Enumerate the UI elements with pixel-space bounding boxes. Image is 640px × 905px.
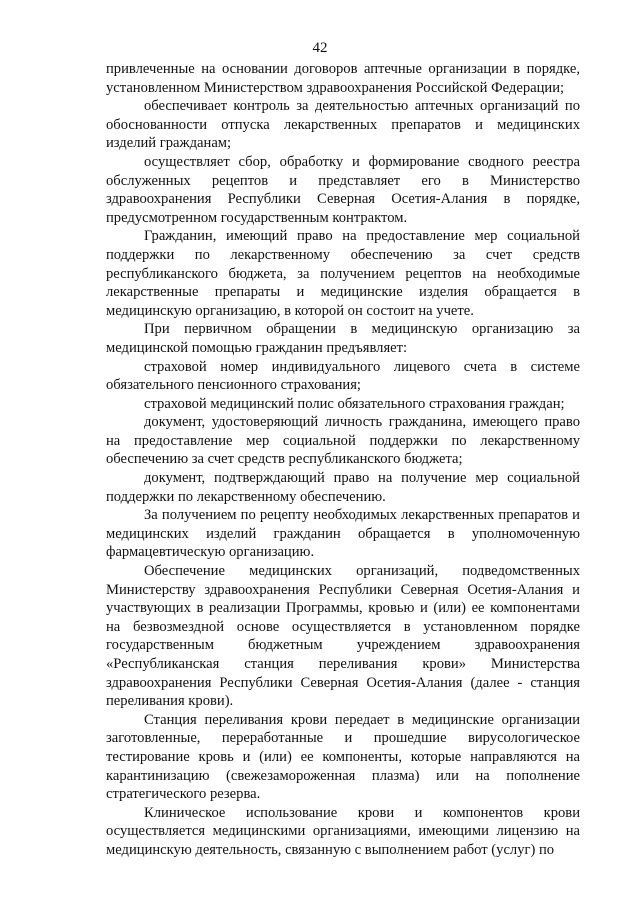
paragraph-blood-station: Станция переливания крови передает в медицинские организации заготовленные, переработанные и прошедшие вирусологическое тестирование кровь и (или) ее компоненты, которые направляются на карантинизацию (свежезамороженная плазма) или на пополнение стратегического резерва. bbox=[106, 711, 580, 803]
paragraph-prescription-registry: осуществляет сбор, обработку и формирование сводного реестра обслуженных рецептов и представляет его в Министерство здравоохранения Республики Северная Осетия-Алания в порядке, предусмотренном государственным контрактом. bbox=[106, 153, 580, 226]
paragraph-snils: страховой номер индивидуального лицевого счета в системе обязательного пенсионного страхования; bbox=[106, 358, 580, 394]
paragraph-entitlement-document: документ, подтверждающий право на получение мер социальной поддержки по лекарственному обеспечению. bbox=[106, 470, 580, 505]
page-number: 42 bbox=[312, 40, 328, 56]
paragraph-clinical-use: Клиническое использование крови и компонентов крови осуществляется медицинскими организациями, имеющими лицензию на медицинскую деятельность, связанную с выполнением работ (услуг) по bbox=[106, 804, 580, 858]
paragraph-blood-supply: Обеспечение медицинских организаций, подведомственных Министерству здравоохранения Республики Северная Осетия-Алания и участвующих в реализации Программы, кровью и (или) ее компонентами на безвозмездной основе осуществляется в установленном порядке государственным бюджетным учреждением здравоохранения «Республиканская станция переливания крови» Министерства здравоохранения Республики Северная Осетия-Алания (далее - станция переливания крови). bbox=[106, 563, 580, 710]
paragraph-insurance-policy: страховой медицинский полис обязательного страхования граждан; bbox=[144, 395, 565, 412]
paragraph-citizen-right: Гражданин, имеющий право на предоставление мер социальной поддержки по лекарственному обеспечению за счет средств республиканского бюджета, за получением рецептов на необходимые лекарственные препараты и медицинские изделия обращается в медицинскую организацию, в которой он состоит на учете. bbox=[106, 228, 580, 319]
paragraph-first-visit: При первичном обращении в медицинскую организацию за медицинской помощью гражданин предъявляет: bbox=[106, 321, 580, 356]
paragraph-control-dispensing: обеспечивает контроль за деятельностью аптечных организаций по обоснованности отпуска лекарственных препаратов и медицинских изделий гражданам; bbox=[106, 98, 580, 152]
paragraph-pharmacy-visit: За получением по рецепту необходимых лекарственных препаратов и медицинских изделий гражданин обращается в уполномоченную фармацевтическую организацию. bbox=[106, 507, 580, 561]
paragraph-pharmacy-organizations: привлеченные на основании договоров аптечные организации в порядке, установленном Министерством здравоохранения Российской Федерации; bbox=[106, 61, 580, 96]
document-body bbox=[106, 60, 580, 860]
paragraph-identity-document: документ, удостоверяющий личность гражданина, имеющего право на предоставление мер социальной поддержки по лекарственному обеспечению за счет средств республиканского бюджета; bbox=[106, 414, 580, 468]
